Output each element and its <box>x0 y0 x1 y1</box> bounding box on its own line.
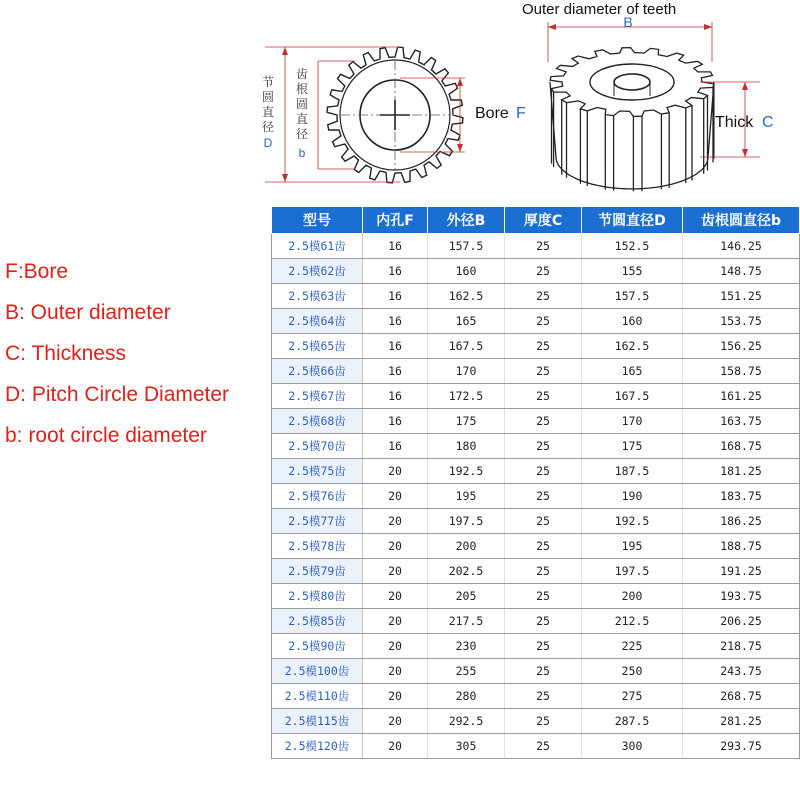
pitch-diameter-label <box>262 74 274 150</box>
table-cell: 16 <box>363 409 428 434</box>
table-cell: 217.5 <box>428 609 505 634</box>
table-cell: 197.5 <box>582 559 683 584</box>
table-cell: 292.5 <box>428 709 505 734</box>
table-cell: 2.5模100齿 <box>272 659 363 684</box>
table-cell: 163.75 <box>683 409 800 434</box>
table-cell: 25 <box>505 659 582 684</box>
header-outer-diameter: 外径B <box>428 207 505 234</box>
table-cell: 25 <box>505 334 582 359</box>
legend-outer-diameter: B: Outer diameter <box>5 301 171 324</box>
table-cell: 197.5 <box>428 509 505 534</box>
table-row <box>272 534 800 559</box>
table-cell: 148.75 <box>683 259 800 284</box>
table-cell: 192.5 <box>582 509 683 534</box>
table-cell: 20 <box>363 559 428 584</box>
svg-text:径: 径 <box>295 127 309 141</box>
gear-spec-table <box>271 206 800 759</box>
table-cell: 160 <box>428 259 505 284</box>
table-cell: 280 <box>428 684 505 709</box>
table-cell: 225 <box>582 634 683 659</box>
table-row <box>272 559 800 584</box>
table-row <box>272 409 800 434</box>
table-cell: 195 <box>428 484 505 509</box>
table-cell: 16 <box>363 309 428 334</box>
table-row <box>272 459 800 484</box>
bore-hole <box>614 74 650 90</box>
table-cell: 281.25 <box>683 709 800 734</box>
table-cell: 25 <box>505 384 582 409</box>
table-row <box>272 234 800 259</box>
table-cell: 20 <box>363 734 428 759</box>
table-cell: 2.5模75齿 <box>272 459 363 484</box>
table-cell: 186.25 <box>683 509 800 534</box>
svg-text:D: D <box>263 136 273 150</box>
svg-text:直: 直 <box>261 105 275 119</box>
legend-thickness: C: Thickness <box>5 342 126 365</box>
table-row <box>272 384 800 409</box>
table-row <box>272 434 800 459</box>
table-cell: 255 <box>428 659 505 684</box>
table-cell: 2.5模66齿 <box>272 359 363 384</box>
table-cell: 16 <box>363 334 428 359</box>
table-cell: 20 <box>363 509 428 534</box>
table-cell: 2.5模120齿 <box>272 734 363 759</box>
table-cell: 16 <box>363 359 428 384</box>
table-cell: 268.75 <box>683 684 800 709</box>
header-model: 型号 <box>272 207 363 234</box>
table-cell: 300 <box>582 734 683 759</box>
table-cell: 180 <box>428 434 505 459</box>
table-cell: 205 <box>428 584 505 609</box>
table-cell: 146.25 <box>683 234 800 259</box>
header-bore: 内孔F <box>363 207 428 234</box>
table-cell: 162.5 <box>428 284 505 309</box>
table-cell: 168.75 <box>683 434 800 459</box>
table-cell: 250 <box>582 659 683 684</box>
header-thickness: 厚度C <box>505 207 582 234</box>
outer-diameter-marker: B <box>623 14 633 30</box>
svg-text:径: 径 <box>261 120 275 134</box>
table-cell: 2.5模80齿 <box>272 584 363 609</box>
table-cell: 187.5 <box>582 459 683 484</box>
svg-text:b: b <box>298 146 306 160</box>
table-cell: 200 <box>582 584 683 609</box>
table-cell: 16 <box>363 384 428 409</box>
svg-text:节: 节 <box>261 75 275 89</box>
table-cell: 206.25 <box>683 609 800 634</box>
svg-text:圆: 圆 <box>261 90 275 104</box>
table-cell: 20 <box>363 534 428 559</box>
table-cell: 212.5 <box>582 609 683 634</box>
table-cell: 2.5模90齿 <box>272 634 363 659</box>
table-cell: 25 <box>505 359 582 384</box>
table-cell: 25 <box>505 259 582 284</box>
svg-text:圆: 圆 <box>295 97 309 111</box>
table-cell: 2.5模65齿 <box>272 334 363 359</box>
table-cell: 162.5 <box>582 334 683 359</box>
legend-bore: F:Bore <box>5 260 69 283</box>
table-cell: 230 <box>428 634 505 659</box>
table-cell: 175 <box>582 434 683 459</box>
table-cell: 2.5模78齿 <box>272 534 363 559</box>
table-cell: 156.25 <box>683 334 800 359</box>
table-cell: 158.75 <box>683 359 800 384</box>
table-cell: 2.5模85齿 <box>272 609 363 634</box>
bore-marker: F <box>516 105 526 122</box>
table-cell: 160 <box>582 309 683 334</box>
table-cell: 193.75 <box>683 584 800 609</box>
table-cell: 20 <box>363 684 428 709</box>
table-cell: 20 <box>363 709 428 734</box>
table-cell: 152.5 <box>582 234 683 259</box>
table-cell: 153.75 <box>683 309 800 334</box>
table-cell: 192.5 <box>428 459 505 484</box>
header-root-diameter: 齿根圆直径b <box>683 207 800 234</box>
table-row <box>272 709 800 734</box>
table-cell: 202.5 <box>428 559 505 584</box>
table-cell: 2.5模110齿 <box>272 684 363 709</box>
table-cell: 161.25 <box>683 384 800 409</box>
table-cell: 2.5模76齿 <box>272 484 363 509</box>
table-row <box>272 484 800 509</box>
table-cell: 20 <box>363 584 428 609</box>
table-row <box>272 359 800 384</box>
header-pitch-diameter: 节圆直径D <box>582 207 683 234</box>
table-cell: 2.5模61齿 <box>272 234 363 259</box>
legend-pitch-diameter: D: Pitch Circle Diameter <box>5 383 230 406</box>
table-cell: 287.5 <box>582 709 683 734</box>
dimension-legend <box>5 258 229 463</box>
table-cell: 25 <box>505 734 582 759</box>
table-cell: 25 <box>505 284 582 309</box>
table-cell: 2.5模63齿 <box>272 284 363 309</box>
perspective-gear <box>548 22 760 191</box>
thick-marker: C <box>762 114 774 131</box>
table-row <box>272 684 800 709</box>
table-cell: 20 <box>363 459 428 484</box>
table-cell: 157.5 <box>582 284 683 309</box>
table-cell: 25 <box>505 509 582 534</box>
table-row <box>272 309 800 334</box>
table-cell: 2.5模62齿 <box>272 259 363 284</box>
table-cell: 2.5模79齿 <box>272 559 363 584</box>
table-cell: 188.75 <box>683 534 800 559</box>
table-cell: 165 <box>428 309 505 334</box>
table-cell: 25 <box>505 634 582 659</box>
table-cell: 20 <box>363 634 428 659</box>
table-cell: 275 <box>582 684 683 709</box>
table-cell: 25 <box>505 609 582 634</box>
table-cell: 16 <box>363 284 428 309</box>
legend-root-diameter: b: root circle diameter <box>5 424 207 447</box>
table-cell: 16 <box>363 234 428 259</box>
table-cell: 293.75 <box>683 734 800 759</box>
table-cell: 20 <box>363 609 428 634</box>
table-cell: 2.5模68齿 <box>272 409 363 434</box>
table-row <box>272 509 800 534</box>
table-cell: 172.5 <box>428 384 505 409</box>
table-cell: 155 <box>582 259 683 284</box>
table-cell: 151.25 <box>683 284 800 309</box>
table-cell: 200 <box>428 534 505 559</box>
table-cell: 2.5模115齿 <box>272 709 363 734</box>
table-cell: 167.5 <box>428 334 505 359</box>
thick-label: Thick <box>715 114 754 131</box>
table-cell: 20 <box>363 484 428 509</box>
table-cell: 181.25 <box>683 459 800 484</box>
gear-diagram <box>0 0 800 200</box>
svg-text:齿: 齿 <box>295 67 309 81</box>
table-cell: 25 <box>505 584 582 609</box>
svg-text:根: 根 <box>295 82 309 96</box>
table-row <box>272 259 800 284</box>
table-cell: 25 <box>505 434 582 459</box>
table-cell: 170 <box>582 409 683 434</box>
table-cell: 25 <box>505 409 582 434</box>
table-cell: 218.75 <box>683 634 800 659</box>
table-cell: 25 <box>505 309 582 334</box>
table-cell: 191.25 <box>683 559 800 584</box>
outer-diameter-title: Outer diameter of teeth <box>522 1 677 18</box>
table-cell: 175 <box>428 409 505 434</box>
table-row <box>272 334 800 359</box>
table-cell: 305 <box>428 734 505 759</box>
table-cell: 2.5模70齿 <box>272 434 363 459</box>
table-cell: 2.5模64齿 <box>272 309 363 334</box>
table-cell: 2.5模77齿 <box>272 509 363 534</box>
svg-text:直: 直 <box>295 112 309 126</box>
table-header-row <box>272 207 800 234</box>
table-cell: 195 <box>582 534 683 559</box>
table-cell: 165 <box>582 359 683 384</box>
table-cell: 25 <box>505 484 582 509</box>
table-cell: 16 <box>363 434 428 459</box>
table-cell: 25 <box>505 534 582 559</box>
table-cell: 25 <box>505 684 582 709</box>
table-cell: 25 <box>505 709 582 734</box>
table-cell: 167.5 <box>582 384 683 409</box>
table-cell: 170 <box>428 359 505 384</box>
table-cell: 25 <box>505 234 582 259</box>
table-cell: 20 <box>363 659 428 684</box>
table-row <box>272 734 800 759</box>
table-row <box>272 284 800 309</box>
bore-label: Bore <box>475 105 509 122</box>
table-cell: 2.5模67齿 <box>272 384 363 409</box>
root-diameter-label <box>296 66 308 160</box>
table-cell: 25 <box>505 459 582 484</box>
table-cell: 157.5 <box>428 234 505 259</box>
table-row <box>272 659 800 684</box>
table-cell: 183.75 <box>683 484 800 509</box>
table-cell: 16 <box>363 259 428 284</box>
table-cell: 25 <box>505 559 582 584</box>
table-cell: 190 <box>582 484 683 509</box>
table-row <box>272 609 800 634</box>
table-row <box>272 634 800 659</box>
table-row <box>272 584 800 609</box>
table-cell: 243.75 <box>683 659 800 684</box>
